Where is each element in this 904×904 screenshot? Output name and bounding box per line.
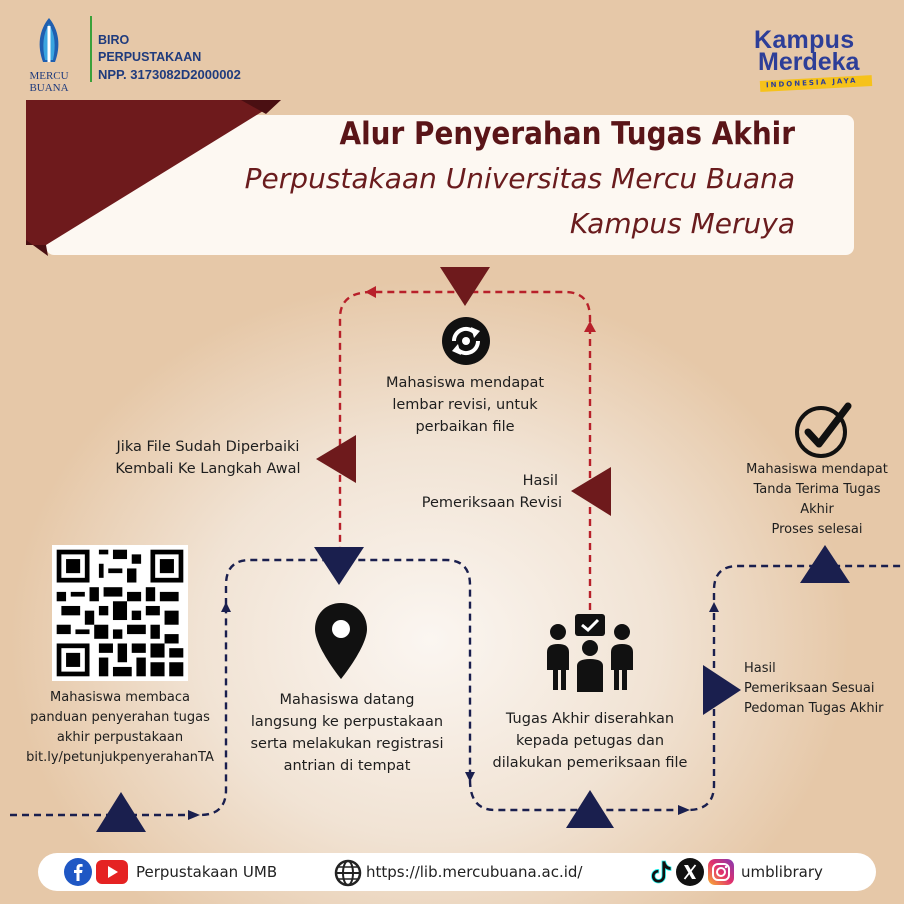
social-handle[interactable]: umblibrary <box>741 863 823 881</box>
biro-line2: PERPUSTAKAAN <box>98 50 202 64</box>
revision-arrow-up <box>584 321 596 332</box>
people-check-icon <box>545 614 635 694</box>
kembali-text: Jika File Sudah Diperbaiki Kembali Ke Langkah Awal <box>115 439 301 477</box>
kampus-merdeka-line1: Kampus <box>754 26 855 54</box>
triangle-bottom-left <box>96 792 146 832</box>
kampus-merdeka-sub: INDONESIA JAYA <box>765 76 858 90</box>
instagram-icon[interactable] <box>707 858 735 886</box>
arrow-right-small-left <box>188 810 200 820</box>
kampus-merdeka-line2: Merdeka <box>758 48 860 76</box>
umb-logo-caption: MERCU BUANA <box>29 70 69 94</box>
revision-arrow-left <box>365 286 376 298</box>
hasil-sesuai-text: Hasil Pemeriksaan Sesuai Pedoman Tugas Akhir <box>744 661 884 716</box>
triangle-left-pointing <box>316 435 356 483</box>
check-circle-icon <box>792 400 856 460</box>
arrow-down-middle <box>465 772 475 782</box>
triangle-step4-up <box>800 545 850 583</box>
step3-text: Tugas Akhir diserahkan kepada petugas dan dilakukan pemeriksaan file <box>492 711 688 771</box>
header-divider <box>90 16 92 82</box>
step4-text: Mahasiswa mendapat Tanda Terima Tugas Akhir Proses selesai <box>746 462 888 537</box>
revisi-text: Mahasiswa mendapat lembar revisi, untuk perbaikan file <box>385 375 545 435</box>
qr-code-icon <box>52 545 188 681</box>
biro-line1: BIRO <box>98 33 130 47</box>
umb-logo <box>10 14 88 94</box>
arrow-up-right <box>709 602 719 612</box>
facebook-icon[interactable] <box>64 858 92 886</box>
title-line3: Kampus Meruya <box>569 207 795 240</box>
arrow-right-bottom <box>678 805 690 815</box>
hasil-revisi-text: Hasil Pemeriksaan Revisi <box>421 473 562 511</box>
npp-number: NPP. 3173082D2000002 <box>98 67 241 82</box>
refresh-icon <box>441 316 491 366</box>
umb-logo-icon <box>29 16 69 68</box>
tiktok-icon[interactable] <box>646 858 674 886</box>
biro-block <box>98 32 241 83</box>
step1-text: Mahasiswa membaca panduan penyerahan tugas akhir perpustakaan bit.ly/petunjukpenyerahanTA <box>26 690 214 765</box>
footer-page-name[interactable]: Perpustakaan UMB <box>136 863 278 881</box>
title-line1: Alur Penyerahan Tugas Akhir <box>339 116 795 152</box>
title-line2: Perpustakaan Universitas Mercu Buana <box>244 162 795 195</box>
kampus-merdeka-logo <box>754 26 874 90</box>
youtube-icon[interactable] <box>96 859 128 885</box>
triangle-top-down <box>440 267 490 306</box>
step2-text: Mahasiswa datang langsung ke perpustakaan serta melakukan registrasi antrian di tempat <box>250 692 444 774</box>
globe-icon <box>334 859 362 887</box>
triangle-right-pointing <box>703 665 741 715</box>
x-twitter-icon[interactable] <box>676 858 704 886</box>
map-pin-icon <box>312 601 370 681</box>
triangle-step2-down <box>314 547 364 585</box>
arrow-up-left <box>221 602 231 612</box>
website-link[interactable]: https://lib.mercubuana.ac.id/ <box>366 863 583 881</box>
